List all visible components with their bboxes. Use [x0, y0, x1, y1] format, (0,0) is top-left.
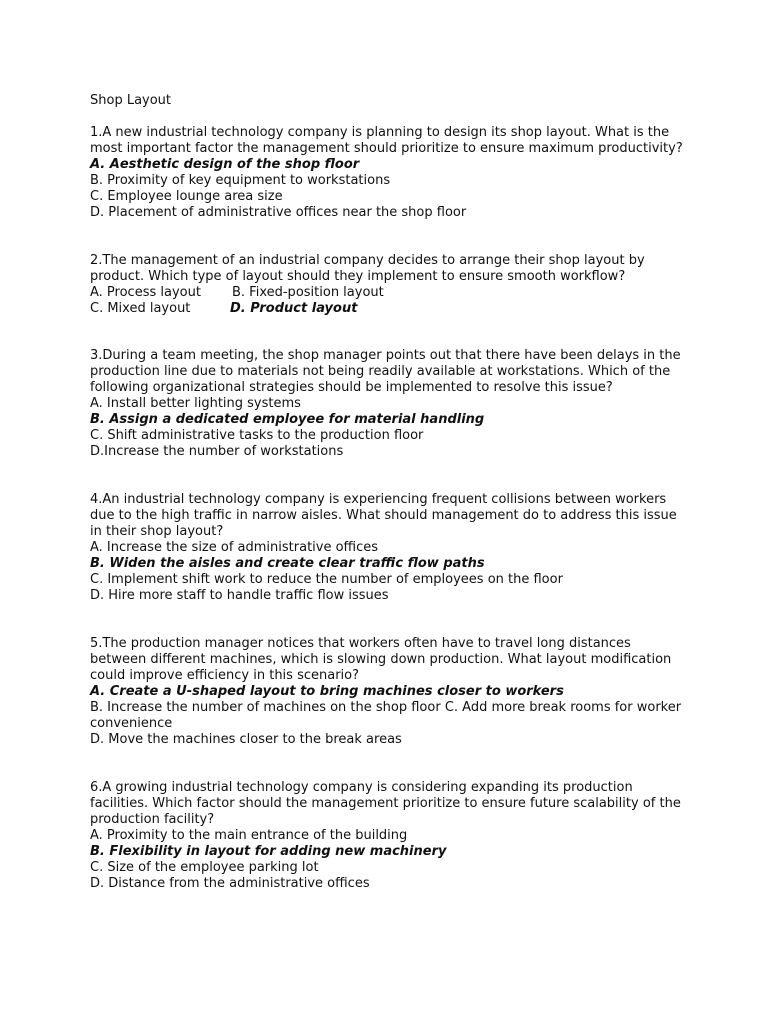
document-page	[90, 93, 690, 892]
question-4	[90, 492, 690, 604]
answer-option: B. Assign a dedicated employee for material handling	[90, 412, 485, 427]
option: A. Process layout	[90, 285, 201, 300]
option: C. Size of the employee parking lot	[90, 860, 319, 875]
question-stem: 4.An industrial technology company is experiencing frequent collisions between workers due to the high traffic in narrow aisles. What should management do to address this issue in their shop layout?	[90, 492, 677, 539]
answer-option: B. Widen the aisles and create clear traffic flow paths	[90, 556, 485, 571]
question-stem: 5.The production manager notices that workers often have to travel long distances between different machines, which is slowing down production. What layout modification could improve efficiency in this scenario?	[90, 636, 672, 683]
option: D. Move the machines closer to the break areas	[90, 732, 402, 747]
option: C. Mixed layout	[90, 301, 191, 316]
document-title: Shop Layout	[90, 93, 172, 108]
question-2	[90, 253, 690, 317]
option: C. Employee lounge area size	[90, 189, 283, 204]
question-stem: 3.During a team meeting, the shop manager points out that there have been delays in the production line due to materials not being readily available at workstations. Which of the following organizational strategies should be implemented to resolve this issue?	[90, 348, 681, 395]
option: C. Implement shift work to reduce the number of employees on the floor	[90, 572, 563, 587]
question-6	[90, 780, 690, 892]
question-stem: 6.A growing industrial technology company is considering expanding its production facilities. Which factor should the management prioritize to ensure future scalability of the production facility?	[90, 780, 681, 827]
option: D.Increase the number of workstations	[90, 444, 344, 459]
option: A. Install better lighting systems	[90, 396, 301, 411]
question-stem: 2.The management of an industrial company decides to arrange their shop layout by product. Which type of layout should they implement to ensure smooth workflow?	[90, 253, 645, 284]
option: D. Distance from the administrative offices	[90, 876, 370, 891]
question-5	[90, 636, 690, 748]
option: B. Fixed-position layout	[232, 285, 384, 300]
answer-option: A. Aesthetic design of the shop floor	[90, 157, 360, 172]
option: A. Increase the size of administrative offices	[90, 540, 379, 555]
option: A. Proximity to the main entrance of the building	[90, 828, 408, 843]
option-row	[90, 285, 690, 301]
answer-option: A. Create a U-shaped layout to bring machines closer to workers	[90, 684, 564, 699]
question-3	[90, 348, 690, 460]
question-1	[90, 125, 690, 221]
option-row	[90, 301, 690, 317]
answer-option: D. Product layout	[230, 301, 358, 316]
answer-option: B. Flexibility in layout for adding new machinery	[90, 844, 447, 859]
option: C. Shift administrative tasks to the production floor	[90, 428, 424, 443]
option: D. Placement of administrative offices near the shop floor	[90, 205, 467, 220]
option: B. Proximity of key equipment to workstations	[90, 173, 391, 188]
option: B. Increase the number of machines on the shop floor C. Add more break rooms for worker convenience	[90, 700, 682, 731]
option: D. Hire more staff to handle traffic flow issues	[90, 588, 389, 603]
question-stem: 1.A new industrial technology company is planning to design its shop layout. What is the most important factor the management should prioritize to ensure maximum productivity?	[90, 125, 683, 156]
